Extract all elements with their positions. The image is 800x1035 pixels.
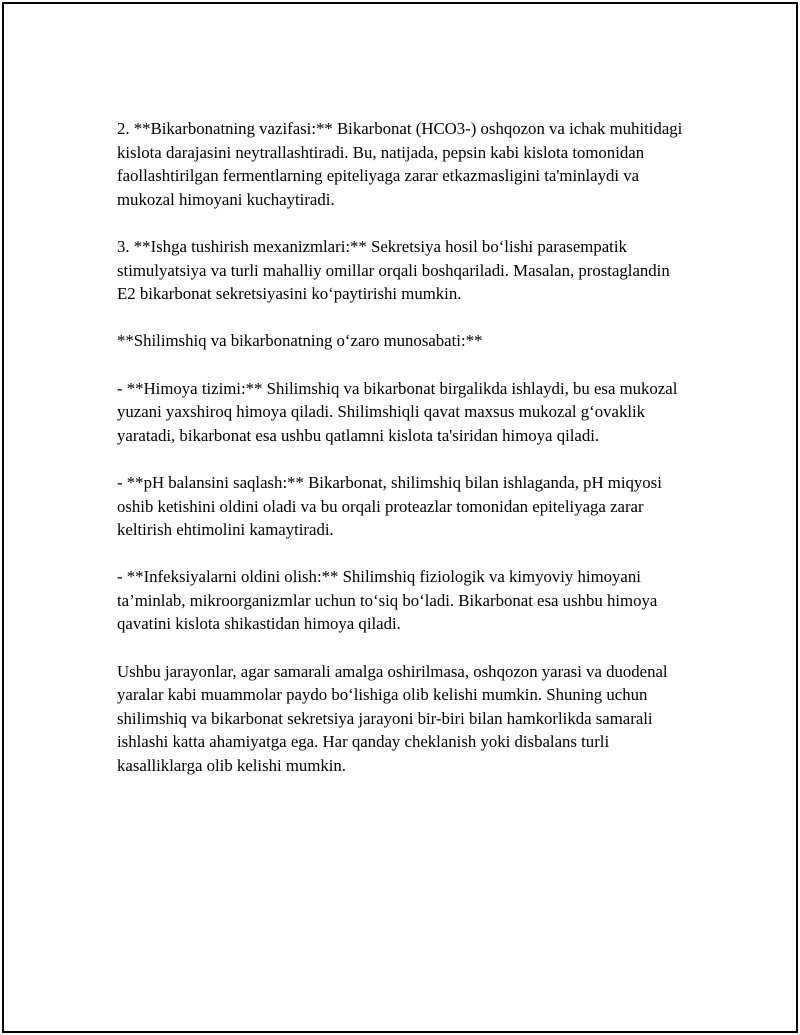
list-item-infection-prevention: - **Infeksiyalarni oldini olish:** Shilimshiq fiziologik va kimyoviy himoyani ta’minlab, mikroorganizmlar uchun to‘siq bo‘ladi. Bikarbonat esa ushbu himoya qavatini kislota shikastidan himoya qiladi. (117, 567, 658, 634)
document-body (117, 117, 692, 778)
list-item-ph-balance: - **pH balansini saqlash:** Bikarbonat, shilimshiq bilan ishlaganda, pH miqyosi oshib ketishini oldini oladi va bu orqali proteazlar tomonidan epiteliyaga zarar keltirish ehtimolini kamaytiradi. (117, 472, 662, 540)
list-item-protection-system: - **Himoya tizimi:** Shilimshiq va bikarbonat birgalikda ishlaydi, bu esa mukozal yuzani yaxshiroq himoya qiladi. Shilimshiqli qavat maxsus mukozal g‘ovaklik yaratadi, bikarbonat esa ushbu qatlamni kislota ta'siridan himoya qiladi. (117, 378, 678, 445)
section-heading-interaction: **Shilimshiq va bikarbonatning o‘zaro munosabati:** (117, 331, 483, 351)
paragraph-conclusion: Ushbu jarayonlar, agar samarali amalga oshirilmasa, oshqozon yarasi va duodenal yaralar kabi muammolar paydo bo‘lishiga olib kelishi mumkin. Shuning uchun shilimshiq va bikarbonat sekretsiya jarayoni bir-biri bilan hamkorlikda samarali ishlashi katta ahamiyatga ega. Har qanday cheklanish yoki disbalans turli kasalliklarga olib kelishi mumkin. (117, 661, 668, 776)
paragraph-activation-mechanisms: 3. **Ishga tushirish mexanizmlari:** Sekretsiya hosil bo‘lishi parasempatik stimulyatsiya va turli mahalliy omillar orqali boshqariladi. Masalan, prostaglandin E2 bikarbonat sekretsiyasini ko‘paytirishi mumkin. (117, 236, 670, 304)
paragraph-bicarbonate-function: 2. **Bikarbonatning vazifasi:** Bikarbonat (HCO3-) oshqozon va ichak muhitidagi kislota darajasini neytrallashtiradi. Bu, natijada, pepsin kabi kislota tomonidan faollashtirilgan fermentlarning epiteliyaga zarar etkazmasligini ta'minlaydi va mukozal himoyani kuchaytiradi. (117, 119, 683, 209)
